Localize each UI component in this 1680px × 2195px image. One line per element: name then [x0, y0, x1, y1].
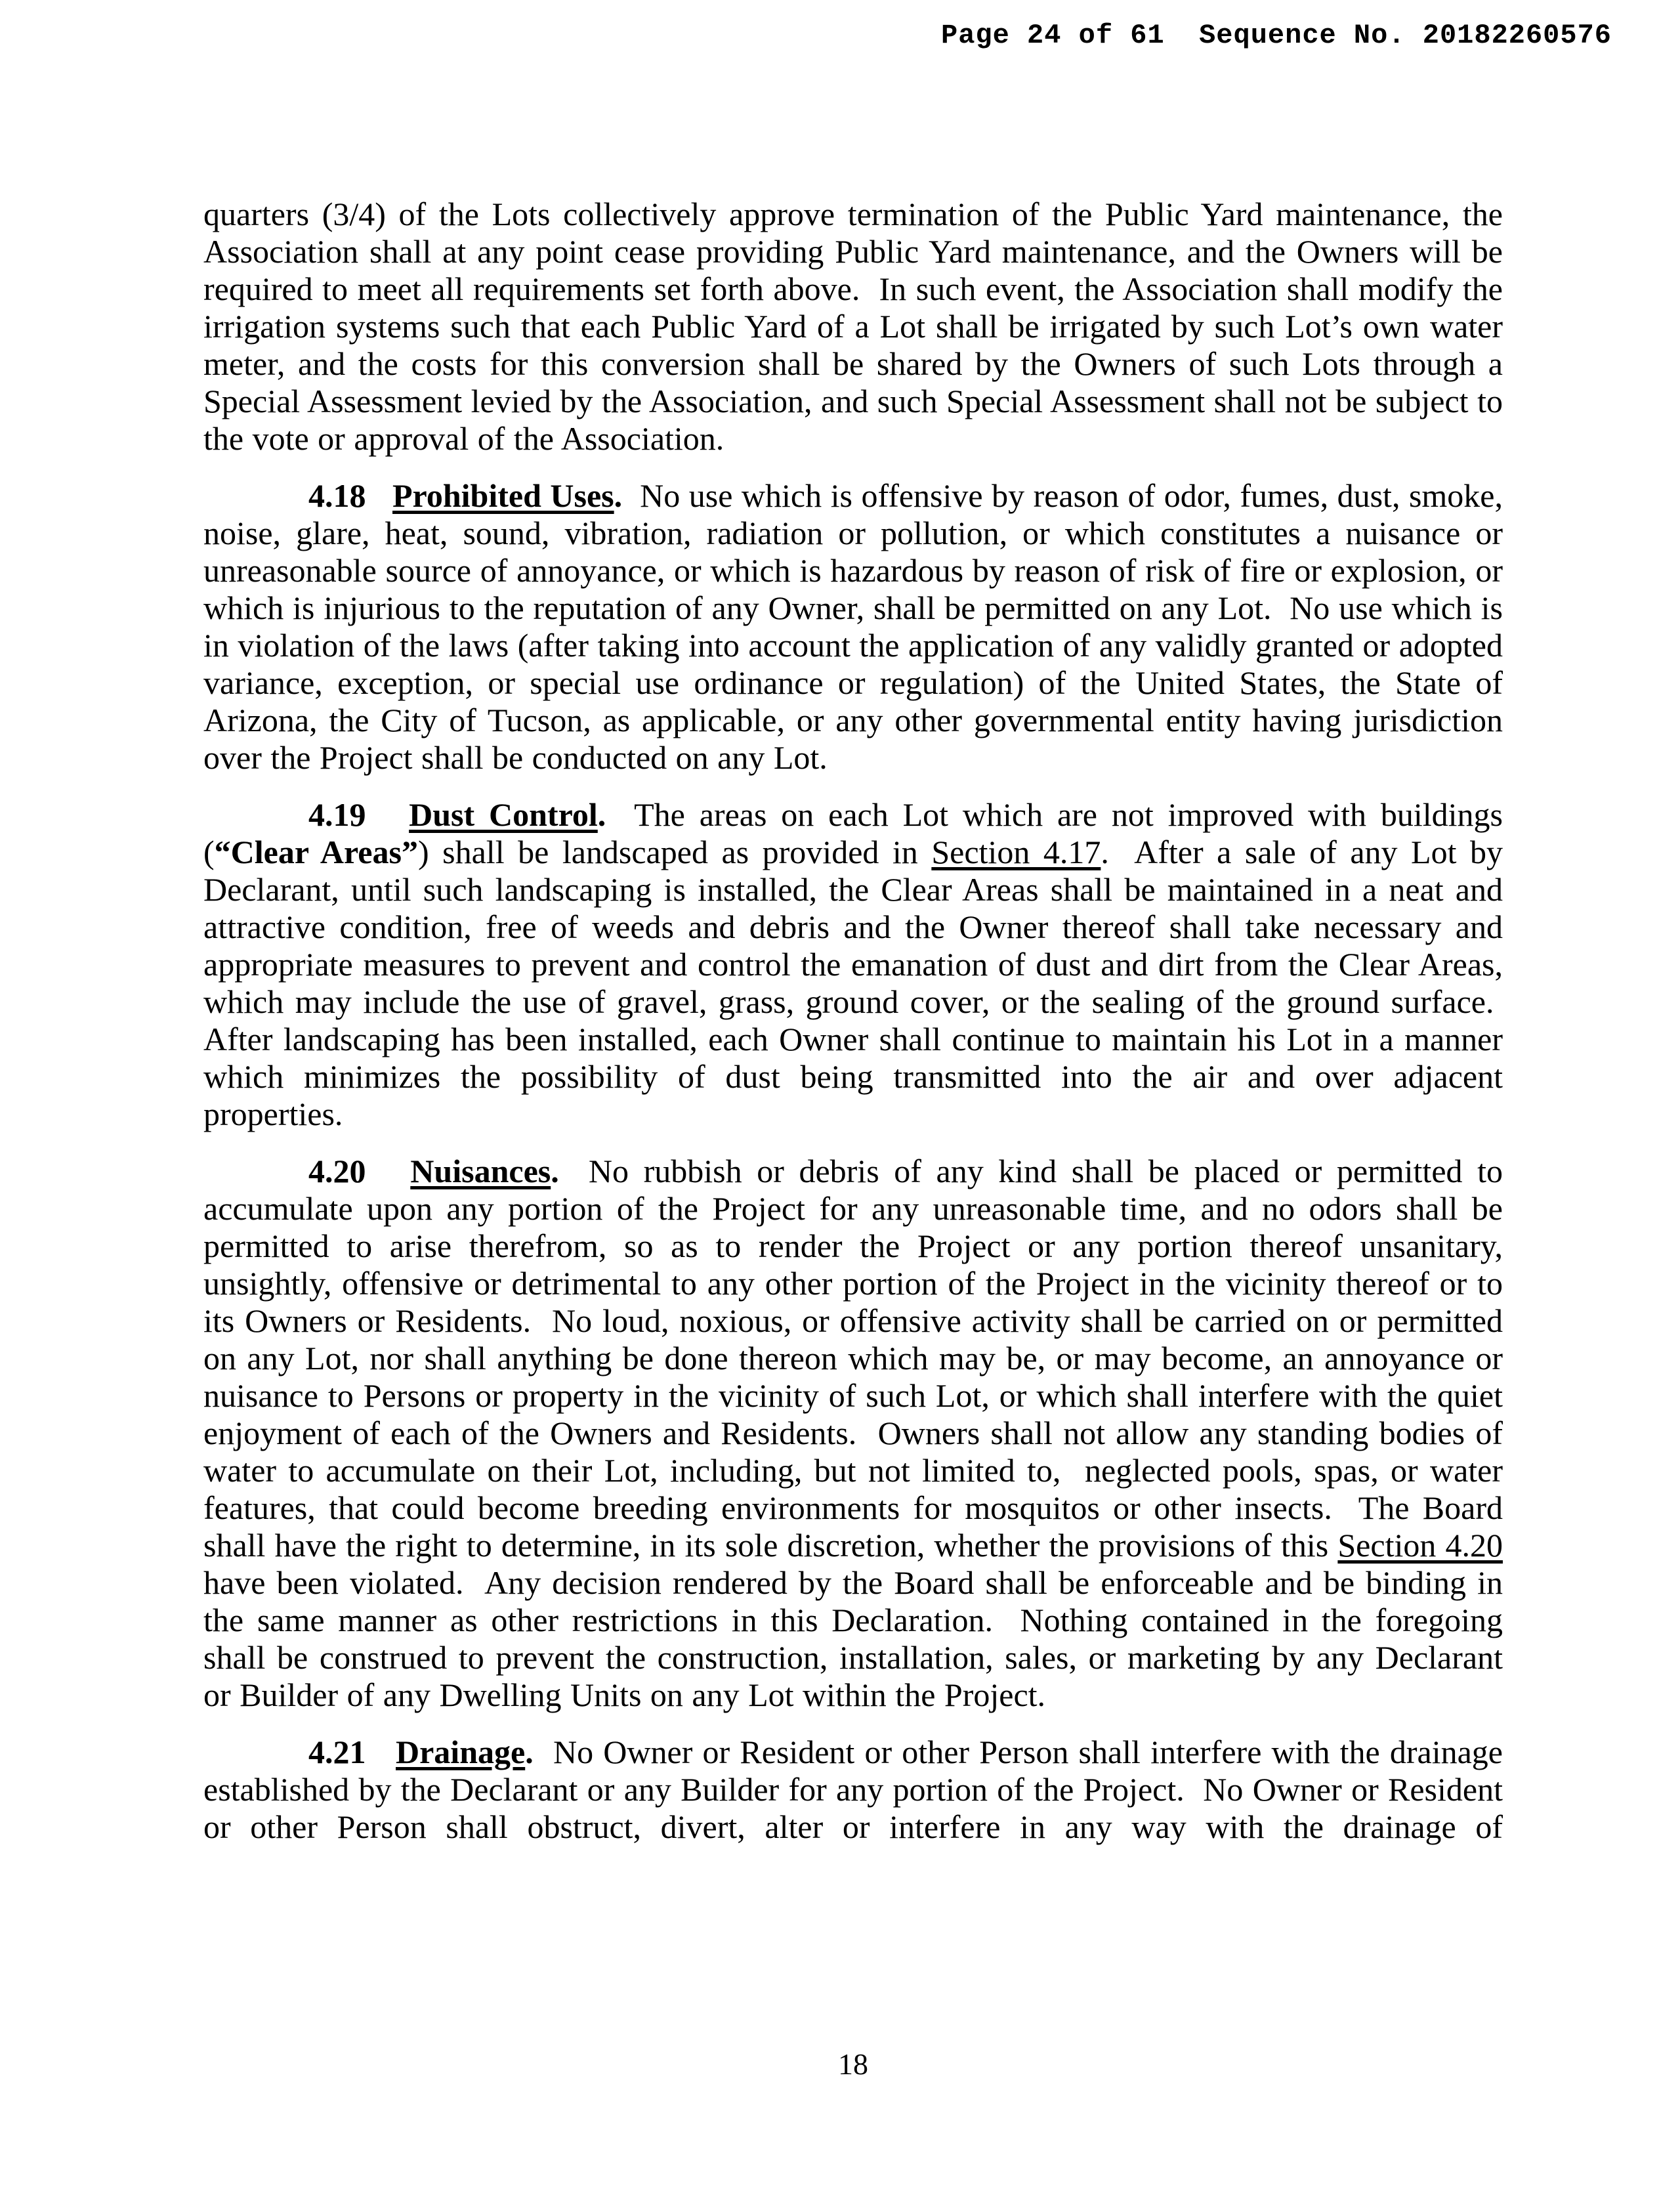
section-heading: Nuisances [410, 1153, 551, 1189]
page-number: 18 [838, 2047, 868, 2081]
text-run: 4.20 [308, 1153, 366, 1189]
text-run [366, 1734, 396, 1770]
text-run: Section 4.20 [1337, 1527, 1503, 1564]
text-run: Section 4.17 [931, 834, 1101, 870]
text-run: 4.19 [308, 796, 366, 833]
text-run: “Clear Areas” [214, 834, 418, 870]
text-run: have been violated. Any decision rendered by the Board shall be enforceable and be binding in the same manner as other restrictions in this Declaration. Nothing contained in the foregoing shall be construed to prevent the construction, installation, sales, or marketing by any Declarant or Builder of any Dwelling Units on any Lot within the Project. [203, 1564, 1503, 1713]
text-run: . [597, 796, 606, 833]
text-run: . [614, 477, 623, 514]
text-run: . [551, 1153, 559, 1189]
text-run: ) shall be landscaped as provided in [417, 834, 932, 870]
text-run [366, 1153, 411, 1189]
section-4-18-prohibited-uses [203, 477, 1503, 777]
section-4-19-dust-control [203, 796, 1503, 1133]
section-heading: Dust Control [409, 796, 598, 833]
text-run: No rubbish or debris of any kind shall be placed or permitted to accumulate upon any portion of the Project for any unreasonable time, and no odors shall be permitted to arise therefrom, so as to render the Project or any portion thereof unsanitary, unsightly, offensive or detrimental to any other portion of the Project in the vicinity thereof or to its Owners or Residents. No loud, noxious, or offensive activity shall be carried on or permitted on any Lot, nor shall anything be done thereon which may be, or may become, an annoyance or nuisance to Persons or property in the vicinity of such Lot, or which shall interfere with the quiet enjoyment of each of the Owners and Residents. Owners shall not allow any standing bodies of water to accumulate on their Lot, including, but not limited to, neglected pools, spas, or water features, that could become breeding environments for mosquitos or other insects. The Board shall have the right to determine, in its sole discretion, whether the provisions of this [203, 1153, 1503, 1564]
text-run: 4.21 [308, 1734, 366, 1770]
section-heading: Drainage [396, 1734, 526, 1770]
document-body [203, 196, 1503, 1865]
text-run: 4.18 [308, 477, 366, 514]
text-run [366, 796, 410, 833]
text-run: quarters (3/4) of the Lots collectively approve termination of the Public Yard maintenance, the Association shall at any point cease providing Public Yard maintenance, and the Owners will be required to meet all requirements set forth above. In such event, the Association shall modify the irrigation systems such that each Public Yard of a Lot shall be irrigated by such Lot’s own water meter, and the costs for this conversion shall be shared by the Owners of such Lots through a Special Assessment levied by the Association, and such Special Assessment shall not be subject to the vote or approval of the Association. [203, 196, 1503, 457]
section-heading: Prohibited Uses [392, 477, 614, 514]
text-run: . [525, 1734, 534, 1770]
text-run: No Owner or Resident or other Person shall interfere with the drainage established by the Declarant or any Builder for any portion of the Project. No Owner or Resident or other Person shall obstruct, divert, alter or interfere in any way with the drainage of [203, 1734, 1503, 1845]
section-4-20-nuisances [203, 1153, 1503, 1714]
text-run [366, 477, 393, 514]
section-4-21-drainage [203, 1734, 1503, 1846]
text-run: No use which is offensive by reason of odor, fumes, dust, smoke, noise, glare, heat, sound, vibration, radiation or pollution, or which constitutes a nuisance or unreasonable source of annoyance, or which is hazardous by reason of risk of fire or explosion, or which is injurious to the reputation of any Owner, shall be permitted on any Lot. No use which is in violation of the laws (after taking into account the application of any validly granted or adopted variance, exception, or special use ordinance or regulation) of the United States, the State of Arizona, the City of Tucson, as applicable, or any other governmental entity having jurisdiction over the Project shall be conducted on any Lot. [203, 477, 1503, 776]
text-run: The areas on each Lot which are not improved with buildings ( [203, 796, 1503, 870]
paragraph-continuation [203, 196, 1503, 458]
text-run: . After a sale of any Lot by Declarant, until such landscaping is installed, the Clear Areas shall be maintained in a neat and attractive condition, free of weeds and debris and the Owner thereof shall take necessary and appropriate measures to prevent and control the emanation of dust and dirt from the Clear Areas, which may include the use of gravel, grass, ground cover, or the sealing of the ground surface. After landscaping has been installed, each Owner shall continue to maintain his Lot in a manner which minimizes the possibility of dust being transmitted into the air and over adjacent properties. [203, 834, 1503, 1132]
page-header-stamp: Page 24 of 61 Sequence No. 20182260576 [941, 20, 1612, 51]
